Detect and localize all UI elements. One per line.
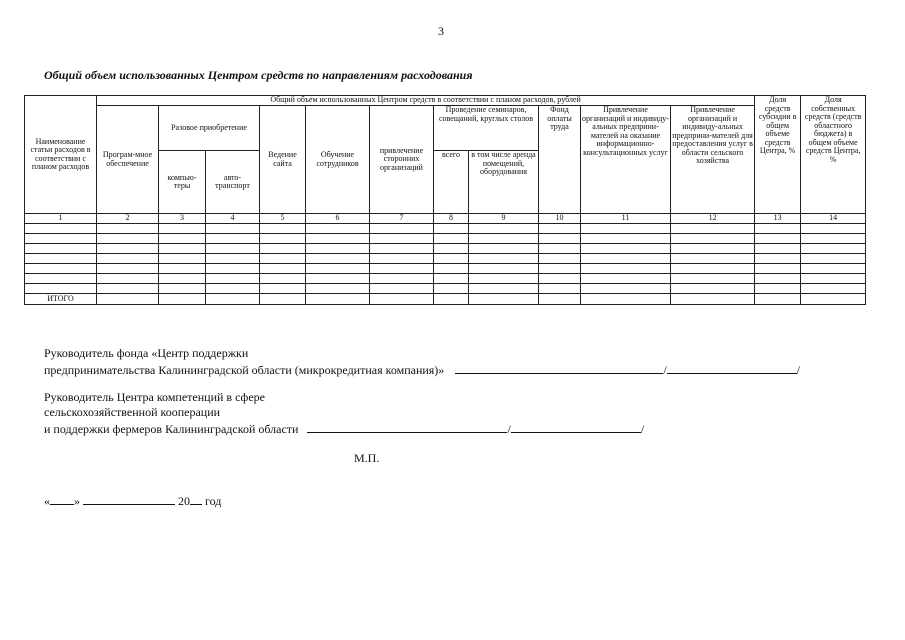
center-head-title-line2: сельскохозяйственной кооперации — [44, 405, 221, 419]
column-number: 9 — [469, 214, 539, 224]
column-number: 4 — [206, 214, 260, 224]
column-number: 1 — [25, 214, 97, 224]
column-number: 10 — [539, 214, 581, 224]
table-row — [25, 224, 866, 234]
center-head-title-line1: Руководитель Центра компетенций в сфере — [44, 390, 265, 404]
header-total-volume: Общий объем использованных Центром средств в соответствии с планом расходов, рублей — [97, 96, 755, 106]
open-quote: « — [44, 494, 50, 508]
page-number: 3 — [438, 24, 444, 38]
fund-head-title-line2 — [44, 361, 800, 378]
fund-head-signature — [44, 346, 800, 378]
header-own-share: Доля собственных средств (средств областного бюджета) в общем объеме средств Центра, % — [801, 96, 866, 214]
signature-line — [307, 420, 507, 433]
year-prefix: 20 — [178, 494, 190, 508]
slash: / — [507, 422, 511, 436]
column-number: 7 — [370, 214, 434, 224]
column-number-row — [25, 214, 866, 224]
date-line — [44, 492, 221, 509]
header-software: Програм-мное обеспечение — [97, 106, 159, 214]
column-number: 14 — [801, 214, 866, 224]
column-number: 13 — [755, 214, 801, 224]
close-quote: » — [74, 494, 80, 508]
header-subsidy-share: Доля средств субсидии в общем объеме средств Центра, % — [755, 96, 801, 214]
table-header-row — [25, 96, 866, 106]
header-expense-item: Наименование статьи расходов в соответствии с планом расходов — [25, 96, 97, 214]
signature-line — [455, 361, 663, 374]
header-payroll: Фонд оплаты труда — [539, 106, 581, 214]
header-staff-training: Обучение сотрудников — [306, 106, 370, 214]
year-blank — [190, 492, 202, 505]
table-row — [25, 254, 866, 264]
center-head-signature — [44, 390, 644, 437]
header-vehicles: авто-транспорт — [206, 151, 260, 214]
slash: / — [663, 363, 667, 377]
page-title: Общий объем использованных Центром средств по направлениям расходования — [44, 68, 473, 82]
table-row — [25, 284, 866, 294]
table-row — [25, 244, 866, 254]
column-number: 8 — [434, 214, 469, 224]
table-header-row — [25, 106, 866, 151]
header-seminars-total: всего — [434, 151, 469, 214]
center-head-title-text: и поддержки фермеров Калининградской области — [44, 422, 299, 436]
fund-head-title-line1: Руководитель фонда «Центр поддержки — [44, 346, 249, 360]
name-line — [667, 361, 797, 374]
expenses-table — [24, 95, 866, 305]
column-number: 3 — [159, 214, 206, 224]
day-blank — [50, 492, 74, 505]
total-row-label: ИТОГО — [25, 294, 97, 305]
header-consulting: Привлечение организаций и индивиду-альных предприни-мателей на оказание информационно-консультационных услуг — [581, 106, 671, 214]
header-agri-services: Привлечение организаций и индивиду-альных предприни-мателей для предоставления услуг в области сельского хозяйства — [671, 106, 755, 214]
column-number: 11 — [581, 214, 671, 224]
table-row — [25, 274, 866, 284]
header-third-party: привлечение сторонних организаций — [370, 106, 434, 214]
column-number: 6 — [306, 214, 370, 224]
header-website: Ведение сайта — [260, 106, 306, 214]
slash: / — [796, 363, 800, 377]
fund-head-title-text: предпринимательства Калининградской области (микрокредитная компания)» — [44, 363, 445, 377]
header-seminars: Проведение семинаров, совещаний, круглых столов — [434, 106, 539, 151]
slash: / — [640, 422, 645, 436]
month-blank — [83, 492, 175, 505]
column-number: 12 — [671, 214, 755, 224]
table-row — [25, 234, 866, 244]
year-suffix: год — [205, 494, 222, 508]
header-computers: компью-теры — [159, 151, 206, 214]
column-number: 5 — [260, 214, 306, 224]
center-head-title-line3 — [44, 420, 644, 437]
column-number: 2 — [97, 214, 159, 224]
total-row — [25, 294, 866, 305]
stamp-placeholder: М.П. — [354, 451, 380, 465]
header-one-time-purchase: Разовое приобретение — [159, 106, 260, 151]
header-seminars-rent: в том числе аренда помещений, оборудования — [469, 151, 539, 214]
table-row — [25, 264, 866, 274]
name-line — [511, 420, 641, 433]
